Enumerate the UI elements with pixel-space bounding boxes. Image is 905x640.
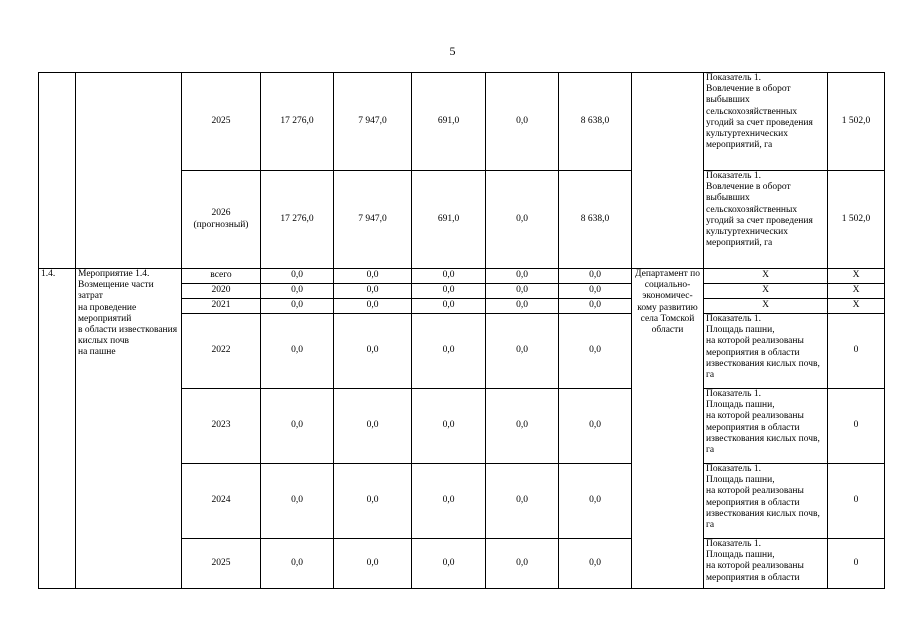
cell-value bbox=[412, 314, 486, 389]
cell-value bbox=[559, 464, 632, 539]
cell-value-text: 0,0 bbox=[442, 345, 455, 356]
cell-value bbox=[261, 389, 334, 464]
cell-year bbox=[182, 464, 261, 539]
cell-indicator bbox=[704, 539, 828, 589]
cell-value-text: 0,0 bbox=[589, 557, 601, 568]
cell-value bbox=[261, 73, 334, 171]
table-row bbox=[39, 73, 885, 171]
cell-department-empty bbox=[632, 73, 704, 269]
cell-target bbox=[828, 171, 885, 269]
cell-value-text: 17 276,0 bbox=[280, 115, 314, 126]
cell-value bbox=[261, 539, 334, 589]
cell-indicator bbox=[704, 389, 828, 464]
cell-value-text: 0,0 bbox=[516, 420, 528, 431]
cell-value bbox=[486, 299, 559, 314]
cell-year bbox=[182, 314, 261, 389]
cell-year-text: 2022 bbox=[211, 345, 231, 356]
cell-value-text: 0,0 bbox=[589, 285, 601, 296]
cell-value-text: 8 638,0 bbox=[580, 115, 610, 126]
cell-year bbox=[182, 73, 261, 171]
cell-value bbox=[486, 314, 559, 389]
cell-value-text: 0,0 bbox=[516, 270, 528, 281]
cell-value-text: 0,0 bbox=[516, 495, 528, 506]
cell-value bbox=[559, 171, 632, 269]
cell-value-text: 0,0 bbox=[442, 270, 455, 281]
cell-value-text: 0,0 bbox=[366, 300, 379, 311]
cell-indicator-text: Показатель 1. Вовлечение в оборот выбывших сельскохозяйственных угодий за счет проведения культуртехнических мероприятий, га bbox=[706, 73, 813, 151]
cell-target-text: X bbox=[852, 285, 860, 296]
cell-value bbox=[412, 464, 486, 539]
cell-indicator bbox=[704, 284, 828, 299]
cell-year bbox=[182, 284, 261, 299]
table-row bbox=[39, 269, 885, 284]
cell-value bbox=[486, 284, 559, 299]
cell-target bbox=[828, 314, 885, 389]
cell-value bbox=[559, 269, 632, 284]
cell-value bbox=[261, 284, 334, 299]
program-table bbox=[38, 72, 885, 589]
cell-value-text: 0,0 bbox=[366, 557, 379, 568]
cell-indicator bbox=[704, 73, 828, 171]
cell-value bbox=[559, 73, 632, 171]
cell-indicator bbox=[704, 269, 828, 284]
cell-value-text: 0,0 bbox=[291, 495, 303, 506]
cell-indicator-text: Показатель 1. Вовлечение в оборот выбывших сельскохозяйственных угодий за счет проведения культуртехнических мероприятий, га bbox=[706, 171, 813, 249]
cell-indicator-text: Показатель 1. Площадь пашни, на которой реализованы мероприятия в области известкования кислых почв, га bbox=[706, 314, 820, 381]
cell-target bbox=[828, 299, 885, 314]
cell-value-text: 0,0 bbox=[442, 420, 455, 431]
cell-value-text: 0,0 bbox=[516, 300, 528, 311]
cell-value bbox=[334, 389, 412, 464]
cell-value-text: 0,0 bbox=[516, 345, 528, 356]
cell-year-text: 2024 bbox=[211, 495, 231, 506]
cell-value-text: 8 638,0 bbox=[580, 213, 610, 224]
cell-value bbox=[261, 464, 334, 539]
cell-value-text: 0,0 bbox=[516, 285, 528, 296]
cell-value bbox=[334, 464, 412, 539]
cell-value bbox=[559, 389, 632, 464]
cell-value bbox=[334, 73, 412, 171]
cell-value-text: 0,0 bbox=[589, 300, 601, 311]
cell-target-text: 0 bbox=[853, 420, 859, 431]
cell-value bbox=[412, 284, 486, 299]
cell-value-text: 0,0 bbox=[291, 285, 303, 296]
cell-indicator bbox=[704, 299, 828, 314]
cell-year bbox=[182, 269, 261, 284]
cell-value bbox=[412, 299, 486, 314]
cell-value-text: 0,0 bbox=[291, 345, 303, 356]
cell-value bbox=[486, 73, 559, 171]
cell-target bbox=[828, 539, 885, 589]
cell-value bbox=[412, 73, 486, 171]
cell-value-text: 0,0 bbox=[366, 420, 379, 431]
cell-value bbox=[261, 299, 334, 314]
cell-value-text: 0,0 bbox=[291, 557, 303, 568]
cell-year bbox=[182, 171, 261, 269]
cell-year-text: 2023 bbox=[211, 420, 231, 431]
cell-value-text: 0,0 bbox=[442, 495, 455, 506]
cell-value bbox=[486, 171, 559, 269]
cell-indicator-text: X bbox=[762, 285, 769, 296]
cell-indicator-text: Показатель 1. Площадь пашни, на которой реализованы мероприятия в области bbox=[706, 539, 804, 583]
cell-year bbox=[182, 299, 261, 314]
cell-value bbox=[412, 171, 486, 269]
cell-value bbox=[559, 299, 632, 314]
cell-value bbox=[486, 269, 559, 284]
cell-value-text: 691,0 bbox=[437, 115, 460, 126]
cell-value bbox=[261, 269, 334, 284]
cell-value-text: 0,0 bbox=[291, 270, 303, 281]
cell-value-text: 0,0 bbox=[366, 285, 379, 296]
cell-value-text: 0,0 bbox=[589, 495, 601, 506]
cell-value bbox=[334, 171, 412, 269]
cell-year-text: всего bbox=[210, 270, 232, 281]
cell-target bbox=[828, 73, 885, 171]
cell-indicator bbox=[704, 314, 828, 389]
cell-value bbox=[334, 299, 412, 314]
cell-department bbox=[632, 269, 704, 589]
cell-value bbox=[412, 389, 486, 464]
cell-value bbox=[486, 389, 559, 464]
cell-number-empty bbox=[39, 73, 76, 269]
cell-indicator-text: X bbox=[762, 300, 769, 311]
cell-target-text: 1 502,0 bbox=[841, 115, 871, 126]
cell-value-text: 0,0 bbox=[442, 285, 455, 296]
cell-target bbox=[828, 284, 885, 299]
cell-event-number bbox=[39, 269, 76, 589]
cell-year-text: 2025 bbox=[211, 557, 231, 568]
cell-value bbox=[334, 269, 412, 284]
cell-target-text: X bbox=[852, 300, 860, 311]
cell-target bbox=[828, 464, 885, 539]
cell-year-text: 2021 bbox=[211, 300, 231, 311]
cell-indicator-text: X bbox=[762, 270, 769, 281]
cell-value-text: 0,0 bbox=[589, 420, 601, 431]
cell-value-text: 0,0 bbox=[442, 300, 455, 311]
cell-value-text: 0,0 bbox=[589, 270, 601, 281]
cell-value bbox=[334, 539, 412, 589]
cell-value bbox=[412, 539, 486, 589]
cell-value-text: 691,0 bbox=[437, 213, 460, 224]
cell-event-number-text: 1.4. bbox=[41, 269, 56, 279]
cell-year bbox=[182, 389, 261, 464]
cell-value-text: 0,0 bbox=[516, 557, 528, 568]
cell-department-text: Департамент по социально-экономичес-кому развитию села Томской области bbox=[635, 269, 700, 336]
cell-value bbox=[261, 314, 334, 389]
table-body bbox=[39, 73, 885, 589]
cell-value bbox=[486, 464, 559, 539]
cell-value-text: 0,0 bbox=[366, 345, 379, 356]
page-number: 5 bbox=[449, 44, 456, 58]
cell-indicator bbox=[704, 171, 828, 269]
cell-value-text: 7 947,0 bbox=[358, 115, 387, 126]
cell-value-text: 0,0 bbox=[442, 557, 455, 568]
cell-event-name-text: Мероприятие 1.4. Возмещение части затрат на проведение мероприятий в области известкования кислых почв на пашне bbox=[78, 269, 178, 358]
cell-target-text: 0 bbox=[853, 345, 859, 356]
cell-target-text: 0 bbox=[853, 495, 859, 506]
cell-target bbox=[828, 389, 885, 464]
cell-value bbox=[261, 171, 334, 269]
cell-value bbox=[486, 539, 559, 589]
cell-value-text: 0,0 bbox=[291, 300, 303, 311]
cell-value bbox=[334, 284, 412, 299]
cell-value-text: 0,0 bbox=[291, 420, 303, 431]
cell-indicator-text: Показатель 1. Площадь пашни, на которой реализованы мероприятия в области известкования кислых почв, га bbox=[706, 464, 820, 531]
cell-value bbox=[412, 269, 486, 284]
cell-year bbox=[182, 539, 261, 589]
cell-value-text: 7 947,0 bbox=[358, 213, 387, 224]
cell-value-text: 0,0 bbox=[366, 495, 379, 506]
cell-target-text: 0 bbox=[853, 557, 859, 568]
cell-year-text: 2020 bbox=[211, 285, 231, 296]
cell-value-text: 0,0 bbox=[516, 115, 528, 126]
cell-indicator bbox=[704, 464, 828, 539]
cell-value-text: 17 276,0 bbox=[280, 213, 314, 224]
cell-value bbox=[334, 314, 412, 389]
cell-value bbox=[559, 284, 632, 299]
cell-year-text: 2025 bbox=[211, 115, 231, 126]
cell-target bbox=[828, 269, 885, 284]
cell-value bbox=[559, 539, 632, 589]
cell-value-text: 0,0 bbox=[516, 213, 528, 224]
cell-event-name bbox=[76, 269, 182, 589]
cell-value-text: 0,0 bbox=[366, 270, 379, 281]
cell-value-text: 0,0 bbox=[589, 345, 601, 356]
cell-value bbox=[559, 314, 632, 389]
cell-year-text: 2026 (прогнозный) bbox=[193, 208, 249, 230]
cell-indicator-text: Показатель 1. Площадь пашни, на которой реализованы мероприятия в области известкования кислых почв, га bbox=[706, 389, 820, 456]
cell-event-empty bbox=[76, 73, 182, 269]
cell-target-text: 1 502,0 bbox=[841, 213, 871, 224]
cell-target-text: X bbox=[852, 270, 860, 281]
